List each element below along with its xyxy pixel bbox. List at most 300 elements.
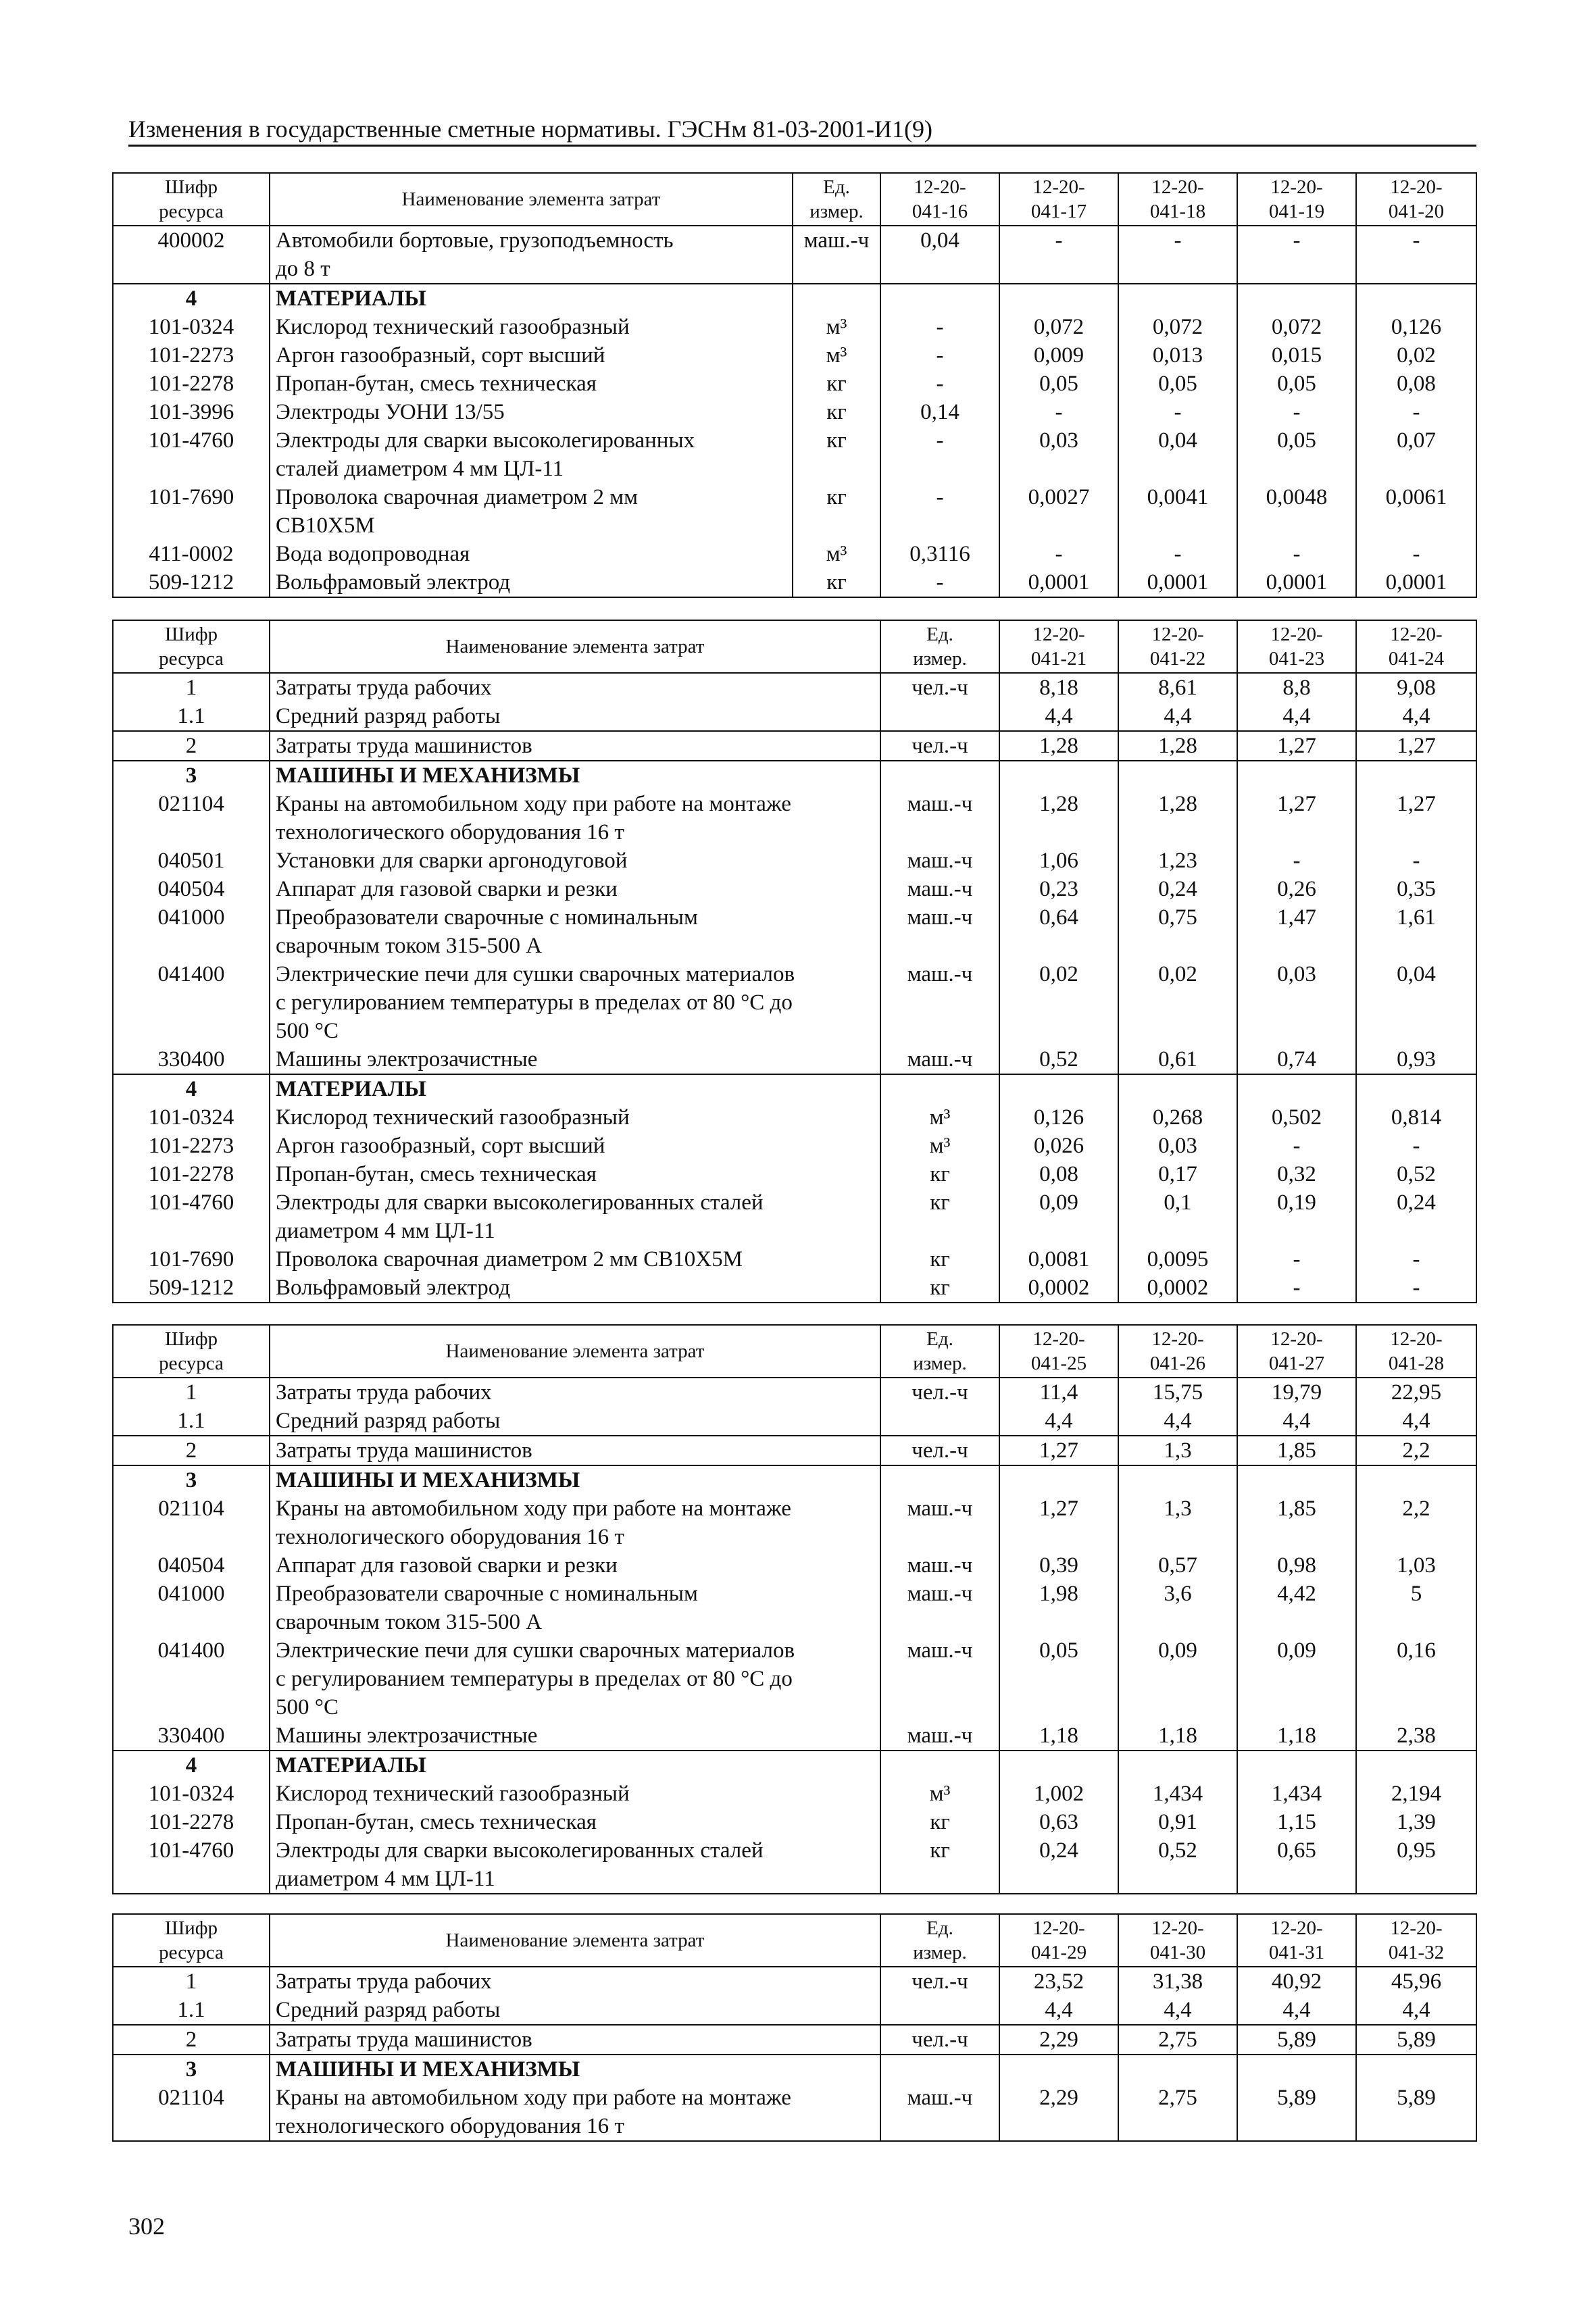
value-cell: 0,0001 <box>1356 568 1476 597</box>
header-code-line: ресурса <box>159 201 224 222</box>
value-cell: 1,28 <box>1118 731 1237 761</box>
unit-cell: маш.-ч <box>880 1551 999 1580</box>
resource-name-cell <box>270 1780 880 1808</box>
unit-cell <box>880 1407 999 1436</box>
value-cell: 0,03 <box>1237 960 1356 1045</box>
value-cell: 1,15 <box>1237 1808 1356 1836</box>
header-unit-line: измер. <box>809 201 864 222</box>
resource-name-cell <box>270 2084 880 2141</box>
value-cell: 0,57 <box>1118 1551 1237 1580</box>
header-code-cell <box>113 620 270 673</box>
resource-name-cell <box>270 1751 880 1780</box>
value-cell: - <box>880 313 999 341</box>
value-cell: 0,23 <box>999 875 1118 903</box>
unit-cell: м³ <box>793 313 880 341</box>
value-cell: 0,268 <box>1118 1103 1237 1132</box>
unit-cell: кг <box>880 1274 999 1303</box>
value-cell <box>1237 761 1356 790</box>
resource-name-cell <box>270 761 880 790</box>
resource-code-cell: 2 <box>113 731 270 761</box>
value-cell: 1,23 <box>1118 847 1237 875</box>
value-cell: 1,28 <box>999 731 1118 761</box>
unit-cell: кг <box>880 1188 999 1245</box>
value-cell: 1,98 <box>999 1580 1118 1636</box>
header-norm-code-cell <box>1237 1325 1356 1378</box>
resource-name-cell <box>270 1465 880 1494</box>
value-cell: 1,47 <box>1237 903 1356 960</box>
table-row <box>113 903 1476 960</box>
resource-code-cell: 1.1 <box>113 1996 270 2025</box>
value-cell: 4,4 <box>1356 1996 1476 2025</box>
resource-name-line: Аппарат для газовой сварки и резки <box>276 1553 618 1578</box>
table-header-row <box>113 1325 1476 1378</box>
resource-name-line: Проволока сварочная диаметром 2 мм <box>276 485 639 509</box>
value-cell: 0,09 <box>1118 1636 1237 1721</box>
value-cell: 0,072 <box>1118 313 1237 341</box>
header-unit-line: Ед. <box>823 176 850 198</box>
resource-name-cell <box>270 1636 880 1721</box>
header-norm-code-line: 12-20- <box>1270 1917 1323 1939</box>
value-cell <box>999 2055 1118 2084</box>
unit-cell: маш.-ч <box>880 2084 999 2141</box>
value-cell: - <box>880 370 999 398</box>
value-cell: 0,0001 <box>1118 568 1237 597</box>
table-row <box>113 1274 1476 1303</box>
value-cell: 0,0095 <box>1118 1245 1237 1274</box>
header-norm-code-cell <box>1356 173 1476 226</box>
resource-name-line: технологического оборудования 16 т <box>276 2114 624 2138</box>
value-cell: 2,29 <box>999 2025 1118 2055</box>
table-header-row <box>113 1914 1476 1967</box>
header-unit-line: измер. <box>913 1353 967 1374</box>
table-row <box>113 1103 1476 1132</box>
resource-name-line: Средний разряд работы <box>276 1409 501 1433</box>
value-cell: 2,75 <box>1118 2084 1237 2141</box>
resource-name-line: 500 °С <box>276 1019 339 1043</box>
resource-name-cell <box>270 1967 880 1996</box>
table-row <box>113 731 1476 761</box>
value-cell: 0,072 <box>1237 313 1356 341</box>
value-cell <box>1356 2055 1476 2084</box>
header-norm-code-line: 041-17 <box>1030 201 1087 222</box>
resource-name-line: Машины электрозачистные <box>276 1047 538 1072</box>
value-cell: 0,1 <box>1118 1188 1237 1245</box>
resource-name-cell <box>270 731 880 761</box>
table-row <box>113 1551 1476 1580</box>
resource-name-line: Машины электрозачистные <box>276 1724 538 1748</box>
resource-name-cell <box>270 426 793 483</box>
resource-code-cell: 040504 <box>113 1551 270 1580</box>
section-row <box>113 1074 1476 1103</box>
unit-cell <box>880 1074 999 1103</box>
header-unit-line: измер. <box>913 1942 967 1963</box>
resource-name-cell <box>270 370 793 398</box>
value-cell: - <box>1237 1245 1356 1274</box>
resource-name-line: Электроды для сварки высоколегированных сталей <box>276 1838 764 1863</box>
resource-name-line: Средний разряд работы <box>276 704 501 728</box>
resource-name-cell <box>270 540 793 568</box>
resource-name-cell <box>270 1551 880 1580</box>
resource-code-cell: 041000 <box>113 1580 270 1636</box>
resource-code-cell: 1.1 <box>113 1407 270 1436</box>
table-row <box>113 1967 1476 1996</box>
header-code-line: Шифр <box>164 1917 218 1939</box>
resource-code-cell: 101-0324 <box>113 1103 270 1132</box>
resource-code-cell: 2 <box>113 1436 270 1465</box>
value-cell: 0,04 <box>880 226 999 284</box>
header-norm-code-line: 12-20- <box>1390 1328 1443 1350</box>
value-cell: 0,07 <box>1356 426 1476 483</box>
unit-cell: кг <box>880 1245 999 1274</box>
resource-name-line: Краны на автомобильном ходу при работе на монтаже <box>276 792 791 816</box>
header-norm-code-line: 12-20- <box>1270 624 1323 645</box>
resource-name-line: Затраты труда машинистов <box>276 734 532 758</box>
value-cell: 1,18 <box>999 1721 1118 1751</box>
value-cell: 1,03 <box>1356 1551 1476 1580</box>
table-row <box>113 673 1476 702</box>
unit-cell: маш.-ч <box>880 960 999 1045</box>
resource-code-cell: 1 <box>113 1378 270 1407</box>
header-norm-code-line: 12-20- <box>1390 624 1443 645</box>
value-cell: 22,95 <box>1356 1378 1476 1407</box>
value-cell: 15,75 <box>1118 1378 1237 1407</box>
table-row <box>113 790 1476 847</box>
value-cell: 0,75 <box>1118 903 1237 960</box>
value-cell: 4,4 <box>1118 1996 1237 2025</box>
value-cell: 0,24 <box>1118 875 1237 903</box>
resource-name-line: Преобразователи сварочные с номинальным <box>276 1582 698 1606</box>
resource-name-line: Кислород технический газообразный <box>276 1782 630 1806</box>
table-row <box>113 847 1476 875</box>
resource-name-cell <box>270 568 793 597</box>
value-cell: - <box>880 426 999 483</box>
table-row <box>113 398 1476 426</box>
value-cell: - <box>1118 540 1237 568</box>
header-norm-code-cell <box>1237 620 1356 673</box>
resource-name-line: МАТЕРИАЛЫ <box>276 1753 426 1778</box>
header-norm-code-line: 041-24 <box>1388 648 1445 670</box>
value-cell: - <box>1356 847 1476 875</box>
unit-cell: чел.-ч <box>880 1378 999 1407</box>
value-cell: 8,18 <box>999 673 1118 702</box>
value-cell: 5,89 <box>1356 2025 1476 2055</box>
value-cell: 5,89 <box>1237 2084 1356 2141</box>
value-cell: 0,74 <box>1237 1045 1356 1074</box>
value-cell: 0,39 <box>999 1551 1118 1580</box>
value-cell: 0,02 <box>1118 960 1237 1045</box>
value-cell: 1,27 <box>999 1494 1118 1551</box>
value-cell: 0,52 <box>1356 1160 1476 1188</box>
value-cell: 1,27 <box>999 1436 1118 1465</box>
header-norm-code-line: 12-20- <box>1390 176 1443 198</box>
header-unit-line: Ед. <box>926 1917 953 1939</box>
resource-name-cell <box>270 1045 880 1074</box>
resource-name-line: МАШИНЫ И МЕХАНИЗМЫ <box>276 1468 580 1492</box>
resource-code-cell: 101-4760 <box>113 1836 270 1894</box>
unit-cell: маш.-ч <box>880 1580 999 1636</box>
value-cell: 0,814 <box>1356 1103 1476 1132</box>
table-row <box>113 341 1476 370</box>
resource-code-cell: 4 <box>113 1751 270 1780</box>
value-cell: 0,0041 <box>1118 483 1237 540</box>
resource-name-cell <box>270 1580 880 1636</box>
value-cell <box>999 1465 1118 1494</box>
header-code-line: Шифр <box>164 1328 218 1350</box>
resource-code-cell: 101-2273 <box>113 1132 270 1160</box>
value-cell: 0,64 <box>999 903 1118 960</box>
norm-table-1 <box>112 172 1477 598</box>
value-cell <box>1118 1074 1237 1103</box>
resource-code-cell: 021104 <box>113 1494 270 1551</box>
table-row <box>113 568 1476 597</box>
resource-name-cell <box>270 483 793 540</box>
page-header: Изменения в государственные сметные нормативы. ГЭСНм 81-03-2001-И1(9) <box>128 116 932 143</box>
value-cell: 0,32 <box>1237 1160 1356 1188</box>
unit-cell: м³ <box>880 1132 999 1160</box>
resource-code-cell: 411-0002 <box>113 540 270 568</box>
resource-name-line: Электроды УОНИ 13/55 <box>276 400 505 424</box>
resource-code-cell: 041000 <box>113 903 270 960</box>
header-norm-code-cell <box>1118 1914 1237 1967</box>
resource-name-cell <box>270 673 880 702</box>
unit-cell <box>880 761 999 790</box>
resource-code-cell: 3 <box>113 1465 270 1494</box>
resource-name-line: Затраты труда рабочих <box>276 676 492 700</box>
value-cell: 0,0001 <box>999 568 1118 597</box>
value-cell: - <box>1237 226 1356 284</box>
resource-name-cell <box>270 960 880 1045</box>
value-cell: 0,0027 <box>999 483 1118 540</box>
resource-code-cell: 040501 <box>113 847 270 875</box>
resource-code-cell: 041400 <box>113 1636 270 1721</box>
value-cell <box>1356 1751 1476 1780</box>
resource-name-cell <box>270 1436 880 1465</box>
value-cell: - <box>880 568 999 597</box>
norm-table-3 <box>112 1324 1477 1894</box>
value-cell: 0,52 <box>1118 1836 1237 1894</box>
value-cell: 0,072 <box>999 313 1118 341</box>
table-row <box>113 1836 1476 1894</box>
resource-name-cell <box>270 1494 880 1551</box>
value-cell: 0,013 <box>1118 341 1237 370</box>
header-norm-code-line: 12-20- <box>1032 1917 1085 1939</box>
header-norm-code-line: 12-20- <box>1390 1917 1443 1939</box>
header-norm-code-cell <box>999 1325 1118 1378</box>
resource-code-cell: 021104 <box>113 2084 270 2141</box>
table-row <box>113 1378 1476 1407</box>
resource-name-line: Пропан-бутан, смесь техническая <box>276 1810 597 1834</box>
header-norm-code-line: 041-29 <box>1030 1942 1087 1963</box>
value-cell <box>1118 761 1237 790</box>
value-cell: - <box>1237 1274 1356 1303</box>
value-cell: 0,19 <box>1237 1188 1356 1245</box>
resource-name-cell <box>270 284 793 313</box>
value-cell <box>1237 1751 1356 1780</box>
header-norm-code-line: 12-20- <box>1151 1328 1204 1350</box>
value-cell: - <box>999 398 1118 426</box>
resource-code-cell: 400002 <box>113 226 270 284</box>
value-cell: 4,4 <box>1237 702 1356 731</box>
resource-name-line: Электроды для сварки высоколегированных <box>276 428 695 453</box>
unit-cell: маш.-ч <box>880 1636 999 1721</box>
header-norm-code-line: 041-21 <box>1030 648 1087 670</box>
resource-name-cell <box>270 1836 880 1894</box>
resource-code-cell: 1 <box>113 673 270 702</box>
resource-name-cell <box>270 790 880 847</box>
unit-cell: кг <box>793 483 880 540</box>
value-cell: 1,61 <box>1356 903 1476 960</box>
unit-cell: м³ <box>793 540 880 568</box>
unit-cell: кг <box>793 398 880 426</box>
value-cell: - <box>999 226 1118 284</box>
value-cell: 1,27 <box>1237 731 1356 761</box>
unit-cell: кг <box>880 1160 999 1188</box>
table-row <box>113 1808 1476 1836</box>
value-cell: - <box>1356 226 1476 284</box>
header-norm-code-line: 12-20- <box>1032 1328 1085 1350</box>
header-unit-line: измер. <box>913 648 967 670</box>
value-cell: 1,3 <box>1118 1436 1237 1465</box>
value-cell: - <box>1237 540 1356 568</box>
section-row <box>113 2055 1476 2084</box>
value-cell: 0,126 <box>999 1103 1118 1132</box>
unit-cell: м³ <box>793 341 880 370</box>
resource-name-line: Затраты труда рабочих <box>276 1380 492 1405</box>
header-norm-code-cell <box>1237 173 1356 226</box>
resource-name-line: Проволока сварочная диаметром 2 мм СВ10Х5М <box>276 1247 743 1272</box>
resource-code-cell: 101-2278 <box>113 1808 270 1836</box>
resource-name-line: Аргон газообразный, сорт высший <box>276 1134 605 1158</box>
value-cell: 5,89 <box>1356 2084 1476 2141</box>
resource-name-cell <box>270 847 880 875</box>
header-norm-code-cell <box>1356 620 1476 673</box>
header-code-cell <box>113 1325 270 1378</box>
header-norm-code-line: 041-28 <box>1388 1353 1445 1374</box>
resource-code-cell: 101-0324 <box>113 1780 270 1808</box>
table-row <box>113 1636 1476 1721</box>
header-norm-code-cell <box>1356 1914 1476 1967</box>
resource-name-cell <box>270 1808 880 1836</box>
value-cell <box>1237 284 1356 313</box>
resource-name-line: Краны на автомобильном ходу при работе на монтаже <box>276 1496 791 1521</box>
unit-cell: чел.-ч <box>880 731 999 761</box>
resource-code-cell: 101-2273 <box>113 341 270 370</box>
unit-cell: маш.-ч <box>880 1045 999 1074</box>
resource-name-line: Вольфрамовый электрод <box>276 1276 511 1300</box>
resource-name-cell <box>270 1103 880 1132</box>
unit-cell: маш.-ч <box>880 847 999 875</box>
value-cell: 0,126 <box>1356 313 1476 341</box>
unit-cell: маш.-ч <box>880 875 999 903</box>
unit-cell <box>880 1751 999 1780</box>
unit-cell: кг <box>793 426 880 483</box>
value-cell: 0,02 <box>1356 341 1476 370</box>
resource-name-line: Кислород технический газообразный <box>276 1105 630 1130</box>
value-cell: 8,8 <box>1237 673 1356 702</box>
header-norm-code-line: 12-20- <box>1151 176 1204 198</box>
resource-code-cell: 101-3996 <box>113 398 270 426</box>
table-row <box>113 1045 1476 1074</box>
resource-name-line: МАШИНЫ И МЕХАНИЗМЫ <box>276 763 580 788</box>
resource-name-line: Электрические печи для сушки сварочных материалов <box>276 1638 795 1663</box>
value-cell: 1,06 <box>999 847 1118 875</box>
table-row <box>113 540 1476 568</box>
value-cell <box>880 284 999 313</box>
table-row <box>113 483 1476 540</box>
table-row <box>113 1580 1476 1636</box>
unit-cell: маш.-ч <box>880 790 999 847</box>
resource-name-cell <box>270 702 880 731</box>
table-row <box>113 226 1476 284</box>
resource-code-cell: 3 <box>113 761 270 790</box>
resource-name-cell <box>270 398 793 426</box>
value-cell: - <box>1356 398 1476 426</box>
value-cell: - <box>1356 540 1476 568</box>
header-norm-code-line: 041-22 <box>1149 648 1206 670</box>
unit-cell: чел.-ч <box>880 2025 999 2055</box>
table-row <box>113 960 1476 1045</box>
value-cell: 1,28 <box>999 790 1118 847</box>
unit-cell: кг <box>793 370 880 398</box>
value-cell: 1,27 <box>1356 790 1476 847</box>
value-cell <box>1118 284 1237 313</box>
resource-name-line: Автомобили бортовые, грузоподъемность <box>276 228 674 253</box>
resource-code-cell: 101-4760 <box>113 1188 270 1245</box>
resource-code-cell: 101-7690 <box>113 1245 270 1274</box>
value-cell: 0,91 <box>1118 1808 1237 1836</box>
value-cell <box>999 761 1118 790</box>
norm-table-2 <box>112 620 1477 1303</box>
resource-name-cell <box>270 875 880 903</box>
header-norm-code-line: 041-27 <box>1268 1353 1325 1374</box>
resource-code-cell: 330400 <box>113 1721 270 1751</box>
header-name-cell: Наименование элемента затрат <box>270 1914 880 1967</box>
value-cell: - <box>1118 226 1237 284</box>
value-cell: 1,28 <box>1118 790 1237 847</box>
resource-name-line: 500 °С <box>276 1695 339 1719</box>
value-cell: 2,75 <box>1118 2025 1237 2055</box>
header-norm-code-line: 041-26 <box>1149 1353 1206 1374</box>
header-norm-code-line: 041-18 <box>1149 201 1206 222</box>
resource-name-cell <box>270 1407 880 1436</box>
header-unit-line: Ед. <box>926 624 953 645</box>
value-cell: 0,015 <box>1237 341 1356 370</box>
value-cell: 31,38 <box>1118 1967 1237 1996</box>
value-cell: - <box>880 341 999 370</box>
value-cell <box>1356 761 1476 790</box>
table-row <box>113 702 1476 731</box>
header-norm-code-cell <box>1118 1325 1237 1378</box>
value-cell: 4,4 <box>1237 1996 1356 2025</box>
header-norm-code-line: 041-23 <box>1268 648 1325 670</box>
header-code-cell <box>113 1914 270 1967</box>
value-cell: 0,03 <box>999 426 1118 483</box>
resource-name-cell <box>270 1245 880 1274</box>
table-header-row <box>113 620 1476 673</box>
value-cell <box>999 1074 1118 1103</box>
table-row <box>113 2084 1476 2141</box>
table-row <box>113 1780 1476 1808</box>
resource-name-line: сталей диаметром 4 мм ЦЛ-11 <box>276 457 564 481</box>
unit-cell <box>793 284 880 313</box>
value-cell: 0,02 <box>999 960 1118 1045</box>
value-cell: 0,05 <box>999 1636 1118 1721</box>
resource-name-cell <box>270 1160 880 1188</box>
header-norm-code-line: 041-20 <box>1388 201 1445 222</box>
resource-name-line: диаметром 4 мм ЦЛ-11 <box>276 1867 495 1891</box>
resource-code-cell: 101-0324 <box>113 313 270 341</box>
header-norm-code-line: 12-20- <box>1032 624 1085 645</box>
